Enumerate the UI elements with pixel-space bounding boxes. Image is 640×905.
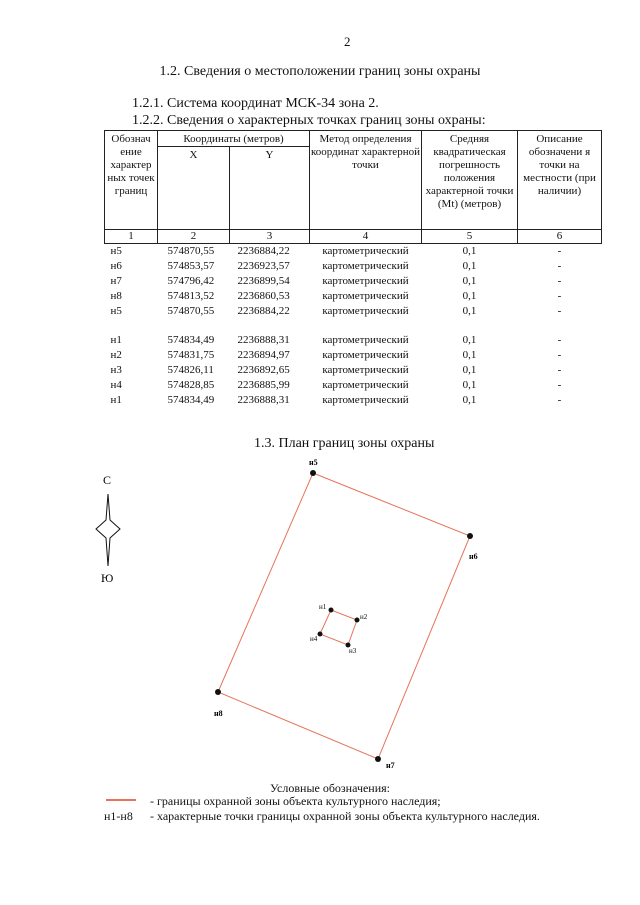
- cell-desc: -: [557, 379, 562, 391]
- header-error: Средняя квадратическая погрешность положения характерной точки (Mt) (метров): [422, 131, 518, 230]
- header-y: Y: [230, 147, 310, 230]
- cell-point: н6: [110, 260, 122, 272]
- cell-x: 574834,49: [167, 334, 215, 346]
- cell-y: 2236860,53: [237, 290, 290, 302]
- cell-x: 574834,49: [167, 394, 215, 406]
- cell-x: 574796,42: [167, 275, 215, 287]
- cell-point: н5: [110, 245, 122, 257]
- column-number: 5: [422, 230, 518, 244]
- column-number: 2: [158, 230, 230, 244]
- cell-x: 574826,11: [167, 364, 214, 376]
- cell-method: картометрический: [322, 305, 409, 317]
- cell-desc: -: [557, 334, 562, 346]
- cell-y: 2236894,97: [237, 349, 290, 361]
- cell-point: н1: [110, 394, 122, 406]
- cell-x: 574870,55: [167, 305, 215, 317]
- point-marker: [355, 618, 360, 623]
- point-label: н6: [469, 552, 478, 561]
- cell-method: картометрический: [322, 245, 409, 257]
- header-coords: Координаты (метров): [158, 131, 310, 147]
- point-marker: [215, 689, 221, 695]
- section-title: 1.2. Сведения о местоположении границ зоны охраны: [159, 64, 481, 79]
- cell-y: 2236888,31: [237, 334, 290, 346]
- cell-error: 0,1: [462, 364, 477, 376]
- cell-error: 0,1: [462, 275, 477, 287]
- inner-boundary: [320, 610, 357, 645]
- header-description: Описание обозначени я точки на местности (при наличии): [518, 131, 602, 230]
- cell-x: 574828,85: [167, 379, 215, 391]
- column-number: 1: [105, 230, 158, 244]
- point-label: н1: [319, 603, 327, 611]
- header-designation: Обознач ение характер ных точек границ: [105, 131, 158, 230]
- cell-x: 574831,75: [167, 349, 215, 361]
- cell-y: 2236884,22: [237, 305, 290, 317]
- point-label: н8: [214, 709, 223, 718]
- cell-point: н7: [110, 275, 122, 287]
- column-number: 4: [310, 230, 422, 244]
- point-marker: [310, 470, 316, 476]
- cell-y: 2236923,57: [237, 260, 290, 272]
- cell-error: 0,1: [462, 260, 477, 272]
- cell-point: н8: [110, 290, 122, 302]
- cell-desc: -: [557, 260, 562, 272]
- cell-point: н5: [110, 305, 122, 317]
- cell-method: картометрический: [322, 379, 409, 391]
- cell-method: картометрический: [322, 290, 409, 302]
- cell-method: картометрический: [322, 349, 409, 361]
- cell-desc: -: [557, 305, 562, 317]
- cell-error: 0,1: [462, 305, 477, 317]
- point-label: н4: [310, 635, 318, 643]
- cell-x: 574813,52: [167, 290, 215, 302]
- outer-boundary: [218, 473, 470, 759]
- cell-desc: -: [557, 275, 562, 287]
- column-number: 3: [230, 230, 310, 244]
- cell-desc: -: [557, 245, 562, 257]
- north-arrow-icon: [96, 473, 120, 585]
- cell-y: 2236885,99: [237, 379, 290, 391]
- point-label: н5: [309, 458, 318, 467]
- subsection-coordinate-system: 1.2.1. Система координат МСК-34 зона 2.: [132, 96, 379, 111]
- cell-desc: -: [557, 394, 562, 406]
- cell-x: 574870,55: [167, 245, 215, 257]
- cell-method: картометрический: [322, 275, 409, 287]
- point-label: н2: [360, 613, 368, 621]
- cell-error: 0,1: [462, 290, 477, 302]
- cell-error: 0,1: [462, 349, 477, 361]
- cell-point: н1: [110, 334, 122, 346]
- header-x: X: [158, 147, 230, 230]
- legend-title: Условные обозначения:: [269, 781, 391, 795]
- cell-desc: -: [557, 290, 562, 302]
- plan-title: 1.3. План границ зоны охраны: [254, 436, 435, 451]
- legend-points-text: - характерные точки границы охранной зоны объекта культурного наследия.: [150, 809, 540, 823]
- cell-y: 2236892,65: [237, 364, 290, 376]
- cell-y: 2236888,31: [237, 394, 290, 406]
- cell-method: картометрический: [322, 260, 409, 272]
- page-number: 2: [344, 34, 351, 49]
- point-label: н3: [349, 647, 357, 655]
- cell-error: 0,1: [462, 379, 477, 391]
- south-label: Ю: [101, 571, 114, 585]
- point-marker: [375, 756, 381, 762]
- cell-y: 2236899,54: [237, 275, 290, 287]
- point-marker: [467, 533, 473, 539]
- north-label: С: [103, 473, 112, 487]
- cell-method: картометрический: [322, 364, 409, 376]
- cell-x: 574853,57: [167, 260, 215, 272]
- cell-point: н4: [110, 379, 122, 391]
- column-number: 6: [518, 230, 602, 244]
- point-label: н7: [386, 761, 395, 770]
- header-method: Метод определения координат характерной точки: [310, 131, 422, 230]
- point-marker: [318, 632, 323, 637]
- legend-boundary-line: [106, 799, 136, 801]
- cell-error: 0,1: [462, 245, 477, 257]
- cell-error: 0,1: [462, 334, 477, 346]
- cell-point: н3: [110, 364, 122, 376]
- cell-method: картометрический: [322, 334, 409, 346]
- cell-desc: -: [557, 349, 562, 361]
- cell-error: 0,1: [462, 394, 477, 406]
- cell-point: н2: [110, 349, 122, 361]
- cell-desc: -: [557, 364, 562, 376]
- cell-method: картометрический: [322, 394, 409, 406]
- subsection-characteristic-points: 1.2.2. Сведения о характерных точках границ зоны охраны:: [132, 113, 486, 128]
- legend-points-key: н1-н8: [104, 809, 133, 823]
- legend-boundary-text: - границы охранной зоны объекта культурного наследия;: [150, 794, 441, 808]
- point-marker: [329, 608, 334, 613]
- cell-y: 2236884,22: [237, 245, 290, 257]
